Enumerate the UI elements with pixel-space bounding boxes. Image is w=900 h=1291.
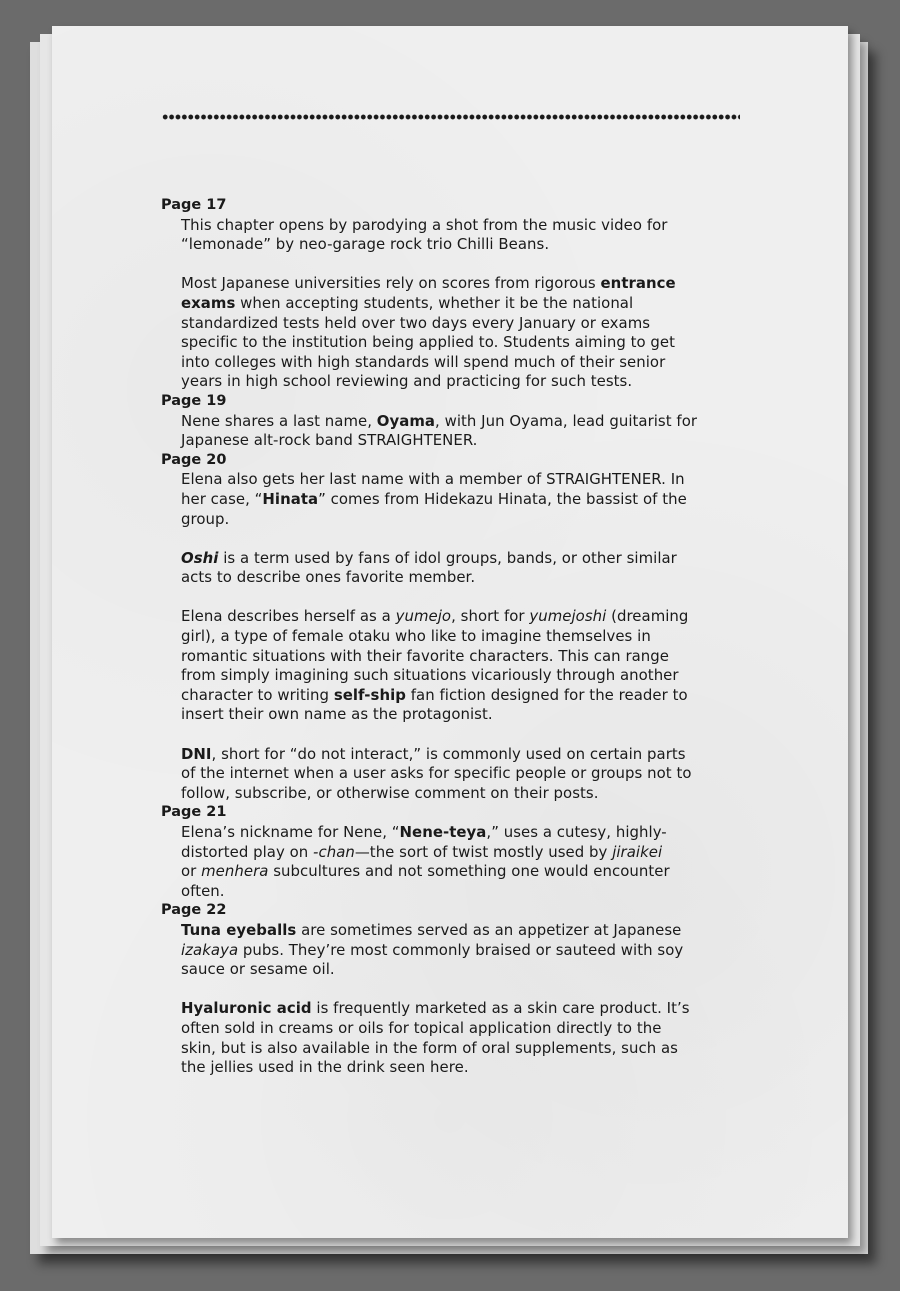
note-paragraph [181,823,761,901]
text-line: sauce or sesame oil. [181,960,335,979]
term-izakaya: izakaya [181,940,239,959]
note-paragraph [181,999,761,1077]
note-paragraph [181,274,761,392]
translation-notes [161,196,761,1078]
text-line: This chapter opens by parodying a shot from the music video for [181,215,668,234]
term-hinata: Hinata [262,489,319,508]
text-line: or menhera subcultures and not something one would encounter [181,862,670,881]
text-line: Elena describes herself as a yumejo, short for yumejoshi (dreaming [181,607,689,626]
text-line: group. [181,509,230,528]
note-paragraph [181,921,761,980]
text-line: acts to describe ones favorite member. [181,568,476,587]
note-paragraph [181,216,761,255]
text-line: often sold in creams or oils for topical application directly to the [181,1018,662,1037]
term-nene-teya: Nene-teya [399,823,487,841]
term-self-ship: self-ship [333,685,406,704]
term-yumejoshi: yumejoshi [529,607,607,626]
term-jiraikei: jiraikei [612,842,663,861]
text-line: the jellies used in the drink seen here. [181,1058,469,1077]
text-line: specific to the institution being applied to. Students aiming to get [181,333,676,352]
page-heading: Page 19 [161,392,227,409]
text-line: her case, “Hinata” comes from Hidekazu Hinata, the bassist of the [181,489,687,508]
page-heading: Page 21 [161,804,227,821]
term-oyama: Oyama [376,411,436,430]
text-line: Elena also gets her last name with a member of STRAIGHTENER. In [181,470,685,489]
term-yumejo: yumejo [395,607,452,626]
text-line: often. [181,881,225,900]
text-line: romantic situations with their favorite characters. This can range [181,646,669,665]
text-line: Tuna eyeballs are sometimes served as an appetizer at Japanese [181,920,682,939]
text-line: distorted play on -chan—the sort of twist mostly used by jiraikei [181,842,663,861]
term-menhera: menhera [201,862,269,881]
page-heading: Page 22 [161,902,227,919]
note-paragraph [181,470,761,529]
text-line: izakaya pubs. They’re most commonly braised or sauteed with soy [181,940,684,959]
text-line: DNI, short for “do not interact,” is commonly used on certain parts [181,744,686,763]
text-line: Japanese alt-rock band STRAIGHTENER. [181,431,478,450]
text-line: character to writing self-ship fan fiction designed for the reader to [181,685,688,704]
page-heading: Page 20 [161,451,227,468]
text-line: years in high school reviewing and practicing for such tests. [181,372,633,391]
text-line: of the internet when a user asks for specific people or groups not to [181,764,692,783]
text-line: Oshi is a term used by fans of idol groups, bands, or other similar [181,548,677,567]
text-line: skin, but is also available in the form of oral supplements, such as [181,1038,678,1057]
note-section-page-19 [161,392,761,451]
page-heading: Page 17 [161,197,227,213]
text-line: Nene shares a last name, Oyama, with Jun Oyama, lead guitarist for [181,411,698,430]
note-paragraph [181,607,761,725]
term-entrance-exams: entrance [600,274,676,293]
text-line: follow, subscribe, or otherwise comment on their posts. [181,783,599,802]
term-entrance-exams: exams [181,293,236,312]
text-line: into colleges with high standards will spend much of their senior [181,352,666,371]
term-chan: -chan [313,842,355,861]
dotted-divider [162,114,740,120]
text-line: Elena’s nickname for Nene, “Nene-teya,” uses a cutesy, highly- [181,823,667,841]
note-section-page-17 [161,196,761,392]
term-dni: DNI [181,744,212,763]
text-line: Most Japanese universities rely on scores from rigorous entrance [181,274,676,293]
term-tuna-eyeballs: Tuna eyeballs [181,920,297,939]
note-section-page-20 [161,451,761,804]
paper-sheet [52,26,848,1238]
text-line: insert their own name as the protagonist. [181,705,493,724]
note-section-page-22 [161,901,761,1077]
text-line: from simply imagining such situations vicariously through another [181,666,679,685]
note-paragraph [181,745,761,804]
note-paragraph [181,549,761,588]
note-paragraph [181,412,761,451]
term-hyaluronic-acid: Hyaluronic acid [181,999,312,1018]
text-line: girl), a type of female otaku who like to imagine themselves in [181,627,651,646]
text-line: Hyaluronic acid is frequently marketed as a skin care product. It’s [181,999,690,1018]
term-oshi: Oshi [181,548,219,567]
text-line: exams when accepting students, whether it be the national [181,293,634,312]
text-line: “lemonade” by neo-garage rock trio Chilli Beans. [181,235,550,254]
note-section-page-21 [161,803,761,901]
text-line: standardized tests held over two days every January or exams [181,313,651,332]
